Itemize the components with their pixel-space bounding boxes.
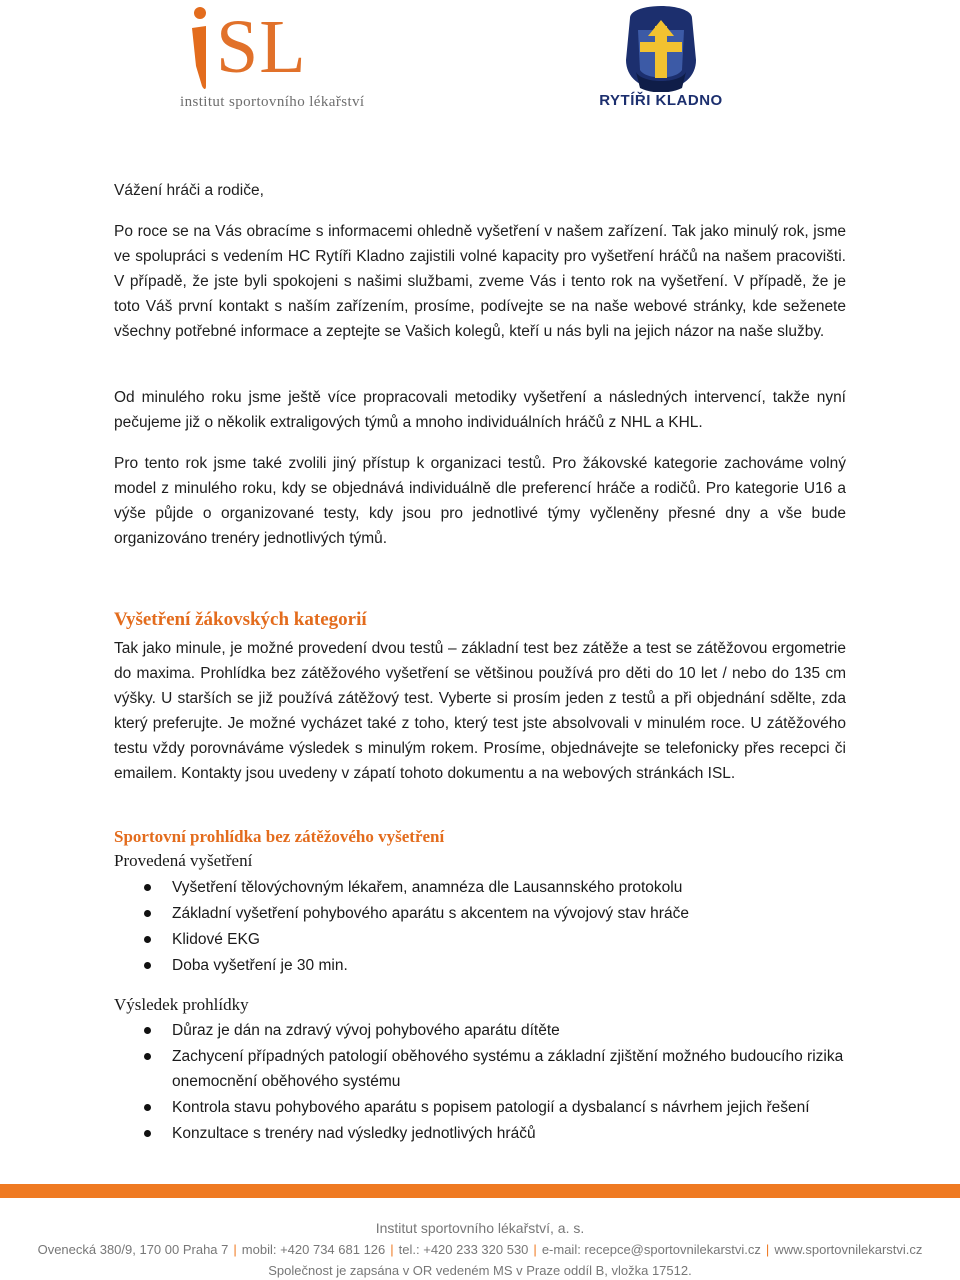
organization-paragraph: Pro tento rok jsme také zvolili jiný přístup k organizaci testů. Pro žákovské kategorie zachováme volný model z minulého roku, kdy se objednává individuálně dle preferencí hráče a rodičů. Pro kategorie U16 a výše půjde o organizované testy, kdy jsou pro jednotlivé týmy vyčleněny přesné dny a vše bude organizováno trenéry jednotlivých týmů. xyxy=(114,455,846,547)
footer-org-name: Institut sportovního lékařství, a. s. xyxy=(375,1220,585,1236)
footer-separator: | xyxy=(765,1242,770,1257)
intro-paragraph: Po roce se na Vás obracíme s informacemi ohledně vyšetření v našem zařízení. Tak jako minulý rok, jsme ve spolupráci s vedením HC Rytíři Kladno zajistili volné kapacity pro vyšetření hráčů na našem pracovišti. V případě, že jste byli spokojeni s našimi službami, zveme Vás i tento rok na vyšetření. V případě, že je toto Váš první kontakt s naším zařízením, prosíme, podívejte se na naše webové stránky, kde seženete všechny potřebné informace a zeptejte se Vašich kolegů, kteří u nás byli na jejich názor na naše služby. xyxy=(114,223,846,340)
list-item: Klidové EKG xyxy=(114,927,846,952)
section-heading-youth: Vyšetření žákovských kategorií xyxy=(114,609,367,630)
youth-tests-paragraph: Tak jako minule, je možné provedení dvou testů – základní test bez zátěže a test se zátěžovou ergometrie do maxima. Prohlídka bez zátěžového vyšetření se většinou používá pro děti do 10 let / nebo do 135 cm výšky. U starších se již používá zátěžový test. Vyberte si prosím jeden z testů a při objednání sdělte, zda který preferujte. Je možné vycházet také z toho, který test jste absolvovali v minulém roce. U zátěžového testu vždy porovnáváme výsledek s minulým rokem. Prosíme, objednávejte se telefonicky přes recepci či emailem. Kontakty jsou uvedeny v zápatí tohoto dokumentu a na webových stránkách ISL. xyxy=(114,640,846,782)
isl-i-glyph xyxy=(178,4,218,90)
footer-separator: | xyxy=(533,1242,537,1257)
list-item: Důraz je dán na zdravý vývoj pohybového aparátu dítěte xyxy=(114,1018,846,1043)
examinations-list xyxy=(114,875,846,979)
list-item: Doba vyšetření je 30 min. xyxy=(114,953,846,978)
bullet-icon xyxy=(144,962,151,969)
isl-logo-subtitle: institut sportovního lékařství xyxy=(180,94,365,110)
footer-separator: | xyxy=(390,1242,394,1257)
footer-separator: | xyxy=(233,1242,237,1257)
footer-email-link[interactable]: e-mail: recepce@sportovnilekarstvi.cz xyxy=(541,1242,761,1257)
bullet-icon xyxy=(144,910,151,917)
knight-helmet-icon xyxy=(566,6,756,92)
methodology-paragraph: Od minulého roku jsme ještě více propracovali metodiky vyšetření a následných intervencí, takže nyní pečujeme již o několik extraligových týmů a mnoho individuálních hráčů z NHL a KHL. xyxy=(114,389,846,431)
rytiri-kladno-logo xyxy=(566,6,756,108)
list-item: Zachycení případných patologií oběhového systému a základní zjištění možného budoucího rizika onemocnění oběhového systému xyxy=(114,1044,846,1094)
subheading-results: Výsledek prohlídky xyxy=(114,995,249,1014)
footer-divider-bar xyxy=(0,1184,960,1198)
bullet-icon xyxy=(144,1104,151,1111)
footer-registry: Společnost je zapsána v OR vedeném MS v Praze oddíl B, vložka 17512. xyxy=(268,1263,692,1278)
list-item: Základní vyšetření pohybového aparátu s akcentem na vývojový stav hráče xyxy=(114,901,846,926)
footer-web-link[interactable]: www.sportovnilekarstvi.cz xyxy=(774,1242,923,1257)
bullet-icon xyxy=(144,1053,151,1060)
footer-phone: tel.: +420 233 320 530 xyxy=(398,1242,529,1257)
results-list xyxy=(114,1018,846,1147)
bullet-icon xyxy=(144,1027,151,1034)
salutation: Vážení hráči a rodiče, xyxy=(114,182,264,199)
bullet-icon xyxy=(144,936,151,943)
rytiri-kladno-logo-text: RYTÍŘI KLADNO xyxy=(599,92,723,109)
footer-address: Ovenecká 380/9, 170 00 Praha 7 xyxy=(37,1242,229,1257)
isl-logo-word: SL xyxy=(216,5,307,89)
list-item: Konzultace s trenéry nad výsledky jednotlivých hráčů xyxy=(114,1121,846,1146)
bullet-icon xyxy=(144,884,151,891)
isl-logo xyxy=(178,4,378,108)
subheading-examinations: Provedená vyšetření xyxy=(114,851,253,870)
footer-contacts xyxy=(0,1242,960,1257)
list-item: Kontrola stavu pohybového aparátu s popisem patologií a dysbalancí s návrhem jejich řešení xyxy=(114,1095,846,1120)
footer-mobile: mobil: +420 734 681 126 xyxy=(241,1242,386,1257)
list-item: Vyšetření tělovýchovným lékařem, anamnéza dle Lausannského protokolu xyxy=(114,875,846,900)
section-heading-checkup: Sportovní prohlídka bez zátěžového vyšetření xyxy=(114,827,445,846)
bullet-icon xyxy=(144,1130,151,1137)
